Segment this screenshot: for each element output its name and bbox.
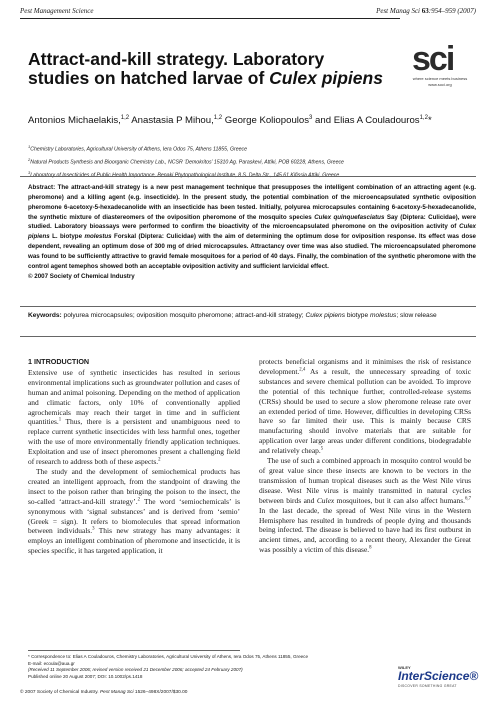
- abstract: Abstract: The attract-and-kill strategy is a new pest management technique that presupposes the intelligent combination of an attracting agent (e.g. pheromone) and a killing agent (e.g. insecticide). In the present study, the potential combination of the microencapsulated synthetic oviposition pheromone 6-acetoxy-5-hexadecanolide with an insecticide has been tested. Initially, polyurea microcapsules containing 6-acetoxy-5-hexadecanolide, the synthetic mixture of diastereomers of the oviposition pheromone of the mosquito species Culex quinquefasciatus Say (Diptera: Culicidae), were studied. Laboratory bioassays were performed to confirm the bioactivity of the microencapsulated pheromone on the oviposition activity of Culex pipiens L. biotype molestus Forskal (Diptera: Culicidae) with the aim of determining the optimum dose for oviposition response. Its effect was dose dependent, revealing an optimum dose of 300 mg of dried microcapsules. Attractancy over time was also studied. The microencapsulated pheromone was found to be sufficiently attractive to gravid female mosquitoes for a period of 40 days. Finally, the combination of the synthetic pheromone with the control agent temephos showed both an acceptable oviposition activity and sufficient larvicidal effect. © 2007 Society of Chemical Industry: [28, 184, 477, 280]
- received-note: (Received 11 September 2006; revised version received 21 December 2006; accepted 24 February 2007): [28, 667, 243, 673]
- correspondence-note: * Correspondence to: Elias A Couladouros, Chemistry Laboratories, Agricultural University of Athens, Iera Odos 75, Athens 11855, Greece: [28, 654, 309, 659]
- email-note: E-mail: ecoula@aua.gr: [28, 660, 75, 666]
- affiliation-3: $^3$Laboratory of Insecticides of Public Health Importance, Benaki Phytopathological Institute, 8 S. Delta Str., 145 61 Kifissia Attiki, Greece: [28, 170, 340, 180]
- body-column-left: [28, 357, 240, 556]
- footnote: [28, 654, 388, 680]
- intro-text-right: protects beneficial organisms and it minimises the risk of resistance development.$^{2,4}$ As a result, the unnecessary spreading of toxic substances and severe chemical pollution can be avoided. To improve the potential of this technique further, controlled-release systems (CRSs) should be used to secure a slow pheromone release rate over an extended period of time. However, difficulties in developing CRSs have so far limited their use. This is mainly because CRS manufacturing should involve materials that are suitable for application over large areas under different conditions, biodegradable and relatively cheap.$^5$ The use of such a combined approach in mosquito control would be of great value since these insects are known to be vectors in the transmission of human tropical diseases such as the West Nile virus disease. West Nile virus is mainly transmitted in natural cycles between birds and Culex mosquitoes, but it can also affect humans.$^{6,7}$ In the last decade, the spread of West Nile virus in the Western Hemisphere has resulted in hundreds of people dying and thousands being infected. The disease is believed to have had its first outburst in ancient times, and, according to a recent theory, Alexander the Great was possibly a victim of this disease.$^8$: [259, 357, 471, 555]
- author-list: Antonios Michaelakis,$^{1,2}$ Anastasia P Mihou,$^{1,2}$ George Koliopoulos$^3$ and Elias A Couladouros$^{1,2}$*: [28, 115, 432, 127]
- affiliation-2: $^2$Natural Products Synthesis and Bioorganic Chemistry Lab., NCSR ‘Demokritos’ 15310 Ag. Paraskevi, Attiki, POB 60228, Athens, Greece: [28, 157, 344, 166]
- footnote-rule: [28, 650, 240, 651]
- body-column-right: [259, 357, 471, 555]
- intro-text-left: Extensive use of synthetic insecticides has resulted in serious environmental implications such as groundwater pollution and cases of human and animal poisoning. Depending on the method of application and climatic factors, only 10% of conventionally applied agrochemicals may reach their target in time and in sufficient quantities.$^1$ Thus, there is a persistent and unambiguous need to replace current synthetic insecticides with less harmful ones, together with the use of more environmentally friendly application techniques. Exploitation and use of insect pheromones present a challenging field of research to address both of these aspects.$^2$ The study and the development of semiochemical products has created an intelligent approach, from the standpoint of drawing the insect to the poison rather than bringing the poison to the insect, the so-called ‘attract-and-kill strategy’.$^2$ The word ‘semiochemicals’ is synonymous with ‘signal substances’ and is derived from ‘semio’ (Greek = sign). It refers to biomolecules that spread information between individuals.$^3$ This new strategy has many advantages: it employs an intelligent combination of pheromone and insecticide, it is species specific, it has targeted application, it: [28, 367, 241, 556]
- wiley-wordmark: WILEY: [398, 665, 411, 670]
- affiliation-1: $^1$Chemistry Laboratories, Agricultural University of Athens, Iera Odos 75, Athens 11855, Greece: [28, 144, 247, 153]
- published-note: Published online 20 August 2007; DOI: 10.1002/ps.1418: [28, 673, 143, 679]
- section-heading-introduction: 1 INTRODUCTION: [28, 357, 90, 366]
- interscience-wordmark: InterScience®: [398, 669, 479, 683]
- keywords: Keywords: polyurea microcapsules; oviposition mosquito pheromone; attract-and-kill strategy; Culex pipiens biotype molestus; slow release: [28, 312, 437, 319]
- svg-text:sci: sci: [412, 40, 454, 74]
- article-title: Attract-and-kill strategy. Laboratory studies on hatched larvae of Culex pipiens: [28, 49, 383, 88]
- interscience-tagline: DISCOVER SOMETHING GREAT: [398, 684, 457, 688]
- sci-logo-mark: [412, 40, 472, 74]
- journal-name: Pest Management Science: [20, 7, 94, 15]
- abstract-top-rule: [20, 176, 476, 177]
- sci-logo-tagline: where science meets business www.soci.org: [412, 76, 468, 87]
- header-rule: [20, 18, 400, 19]
- wiley-interscience-logo: [398, 665, 478, 691]
- sci-logo: [404, 40, 476, 98]
- abstract-bottom-rule: [20, 306, 476, 307]
- copyright-line: © 2007 Society of Chemical Industry. Pest Manag Sci 1526–498X/2007/$30.00: [20, 690, 188, 695]
- keywords-rule: [20, 336, 476, 337]
- citation: Pest Manag Sci 63:954–959 (2007): [376, 7, 476, 15]
